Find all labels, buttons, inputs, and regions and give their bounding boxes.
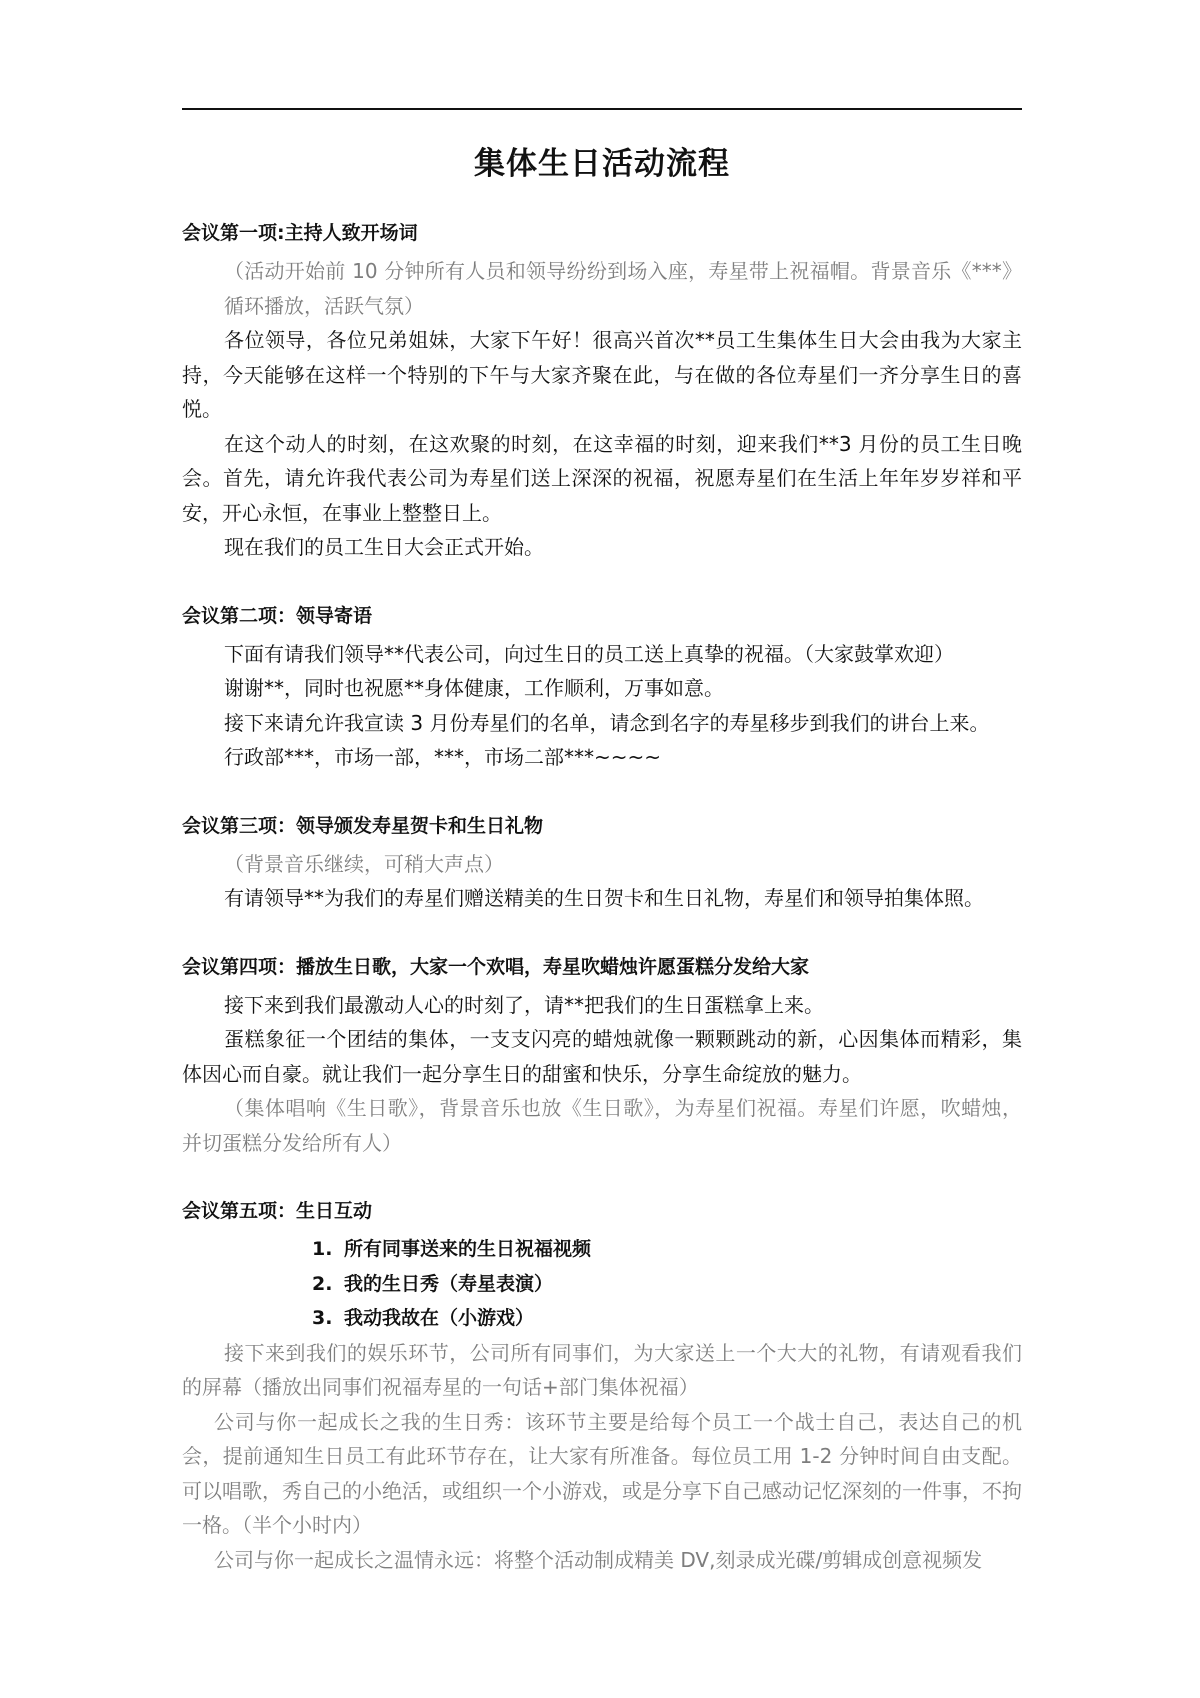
section-heading: 会议第二项：领导寄语 bbox=[182, 604, 373, 627]
stage-note: （背景音乐继续，可稍大声点） bbox=[224, 851, 504, 876]
paragraph: 公司与你一起成长之我的生日秀：该环节主要是给每个员工一个战士自己，表达自己的机会，提前通知生日员工有此环节存在，让大家有所准备。每位员工用 1-2 分钟时间自由支配。可以唱歌，秀自己的小绝活，或组织一个小游戏，或是分享下自己感动记忆深刻的一件事，不拘一格。（半个小时内） bbox=[182, 1409, 1022, 1537]
document-title: 集体生日活动流程 bbox=[474, 146, 730, 182]
paragraph: 接下来到我们最激动人心的时刻了，请**把我们的生日蛋糕拿上来。 bbox=[224, 992, 824, 1017]
section-opening bbox=[182, 218, 1022, 565]
paragraph: 接下来到我们的娱乐环节，公司所有同事们，为大家送上一个大大的礼物，有请观看我们的屏幕（播放出同事们祝福寿星的一句话+部门集体祝福） bbox=[182, 1340, 1022, 1399]
paragraph: 接下来请允许我宣读 3 月份寿星们的名单，请念到名字的寿星移步到我们的讲台上来。 bbox=[224, 710, 990, 735]
list-number: 3. bbox=[312, 1307, 333, 1329]
paragraph: 下面有请我们领导**代表公司，向过生日的员工送上真挚的祝福。（大家鼓掌欢迎） bbox=[224, 641, 954, 666]
list-text: 我的生日秀（寿星表演） bbox=[344, 1272, 554, 1295]
list-number: 1. bbox=[312, 1238, 333, 1260]
section-interaction bbox=[182, 1196, 1022, 1577]
list-item bbox=[312, 1232, 1022, 1267]
stage-note: （集体唱响《生日歌》，背景音乐也放《生日歌》，为寿星们祝福。寿星们许愿，吹蜡烛，并切蛋糕分发给所有人） bbox=[182, 1096, 1022, 1155]
section-heading: 会议第四项：播放生日歌，大家一个欢唱，寿星吹蜡烛许愿蛋糕分发给大家 bbox=[182, 955, 810, 978]
paragraph: 行政部***，市场一部，***，市场二部***~~~~ bbox=[224, 745, 662, 769]
activity-list bbox=[182, 1232, 1022, 1336]
list-item bbox=[312, 1267, 1022, 1302]
paragraph: 蛋糕象征一个团结的集体，一支支闪亮的蜡烛就像一颗颗跳动的新，心因集体而精彩，集体因心而自豪。就让我们一起分享生日的甜蜜和快乐，分享生命绽放的魅力。 bbox=[182, 1027, 1022, 1086]
section-heading: 会议第三项：领导颁发寿星贺卡和生日礼物 bbox=[182, 814, 544, 837]
paragraph: 现在我们的员工生日大会正式开始。 bbox=[224, 535, 544, 559]
section-heading: 会议第五项：生日互动 bbox=[182, 1200, 373, 1222]
section-birthday-song bbox=[182, 952, 1022, 1161]
paragraph: 各位领导，各位兄弟姐妹，大家下午好！很高兴首次**员工生集体生日大会由我为大家主持，今天能够在这样一个特别的下午与大家齐聚在此，与在做的各位寿星们一齐分享生日的喜悦。 bbox=[182, 328, 1022, 421]
section-leader-message bbox=[182, 601, 1022, 775]
list-text: 所有同事送来的生日祝福视频 bbox=[344, 1238, 592, 1260]
section-heading: 会议第一项:主持人致开场词 bbox=[182, 222, 418, 244]
paragraph: 有请领导**为我们的寿星们赠送精美的生日贺卡和生日礼物，寿星们和领导拍集体照。 bbox=[224, 886, 984, 910]
header-rule bbox=[182, 108, 1022, 110]
section-gift-presentation bbox=[182, 811, 1022, 916]
paragraph: 在这个动人的时刻，在这欢聚的时刻，在这幸福的时刻，迎来我们**3 月份的员工生日晚会。首先，请允许我代表公司为寿星们送上深深的祝福，祝愿寿星们在生活上年年岁岁祥和平安，开心永恒，在事业上整整日上。 bbox=[182, 431, 1022, 525]
paragraph: 谢谢**，同时也祝愿**身体健康，工作顺利，万事如意。 bbox=[224, 676, 724, 700]
paragraph: 公司与你一起成长之温情永远：将整个活动制成精美 DV,刻录成光碟/剪辑成创意视频发 bbox=[214, 1547, 983, 1572]
list-item bbox=[312, 1301, 1022, 1336]
document-body bbox=[182, 218, 1022, 1613]
stage-note: （活动开始前 10 分钟所有人员和领导纷纷到场入座，寿星带上祝福帽。背景音乐《***》循环播放，活跃气氛） bbox=[224, 259, 1022, 318]
list-number: 2. bbox=[312, 1272, 333, 1295]
list-text: 我动我故在（小游戏） bbox=[344, 1307, 535, 1329]
